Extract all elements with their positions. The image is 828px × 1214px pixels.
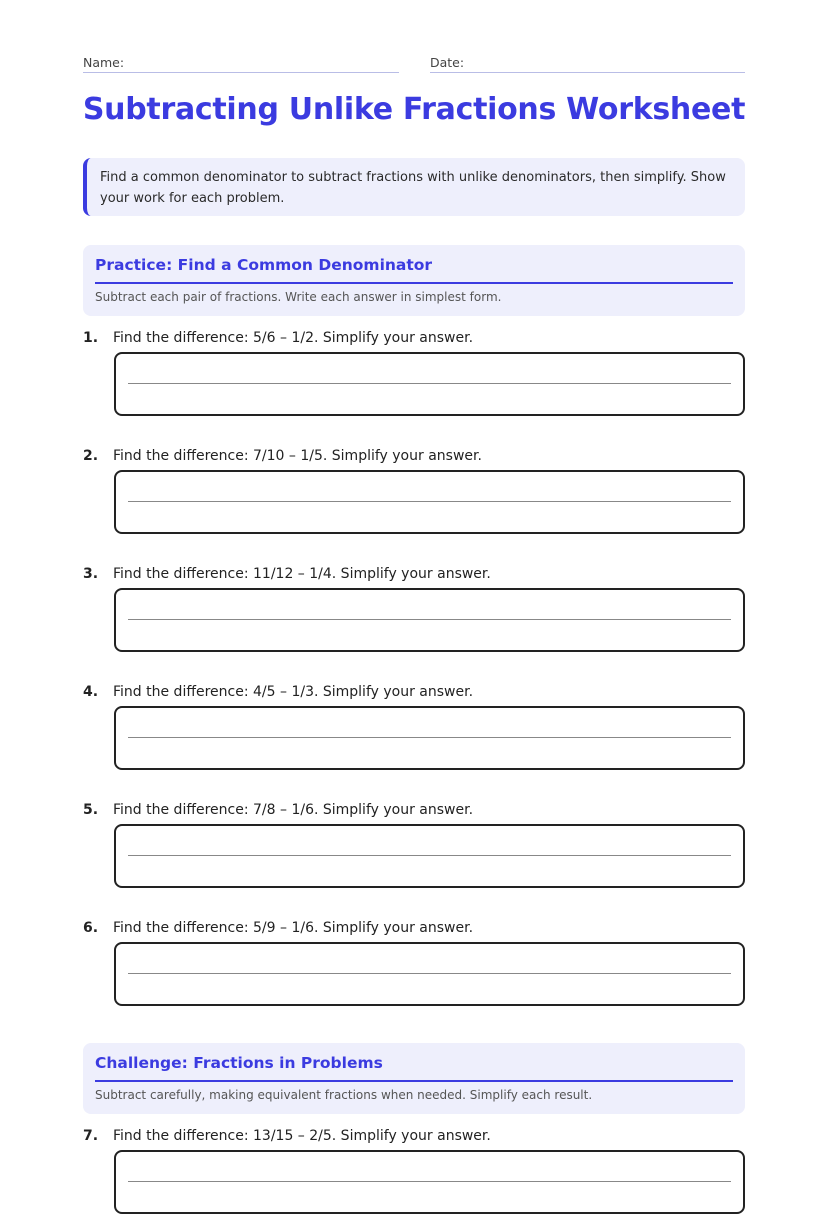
answer-line [128,737,731,738]
answer-box[interactable] [114,706,745,770]
question-text: Find the difference: 4/5 – 1/3. Simplify your answer. [113,684,474,700]
answer-line [128,619,731,620]
header-fields [83,52,745,74]
question-number: 1. [83,330,99,346]
answer-box[interactable] [114,352,745,416]
question-number: 7. [83,1128,99,1144]
question-text: Find the difference: 7/8 – 1/6. Simplify your answer. [113,802,474,818]
question-text: Find the difference: 5/6 – 1/2. Simplify your answer. [113,330,474,346]
answer-box[interactable] [114,588,745,652]
question-number: 5. [83,802,99,818]
answer-line [128,973,731,974]
question-text: Find the difference: 13/15 – 2/5. Simplify your answer. [113,1128,491,1144]
name-field[interactable] [83,52,399,73]
question-number: 3. [83,566,99,582]
page-title: Subtracting Unlike Fractions Worksheet [82,92,746,127]
question-number: 2. [83,448,99,464]
answer-line [128,501,731,502]
name-label: Name: [83,55,125,70]
section-description: Subtract carefully, making equivalent fractions when needed. Simplify each result. [95,1088,593,1102]
section-description: Subtract each pair of fractions. Write each answer in simplest form. [95,290,502,304]
section-challenge [83,1043,745,1114]
answer-box[interactable] [114,1150,745,1214]
date-field[interactable] [430,52,745,73]
question-text: Find the difference: 7/10 – 1/5. Simplify your answer. [113,448,482,464]
answer-box[interactable] [114,942,745,1006]
answer-line [128,855,731,856]
question-text: Find the difference: 5/9 – 1/6. Simplify your answer. [113,920,474,936]
section-practice [83,245,745,316]
instructions-box: Find a common denominator to subtract fractions with unlike denominators, then simplify. Show your work for each problem. [83,158,745,216]
answer-line [128,1181,731,1182]
answer-box[interactable] [114,470,745,534]
section-heading: Challenge: Fractions in Problems [95,1043,733,1082]
date-label: Date: [430,55,465,70]
question-text: Find the difference: 11/12 – 1/4. Simplify your answer. [113,566,491,582]
question-number: 6. [83,920,99,936]
section-heading: Practice: Find a Common Denominator [95,245,733,284]
answer-box[interactable] [114,824,745,888]
question-number: 4. [83,684,99,700]
answer-line [128,383,731,384]
